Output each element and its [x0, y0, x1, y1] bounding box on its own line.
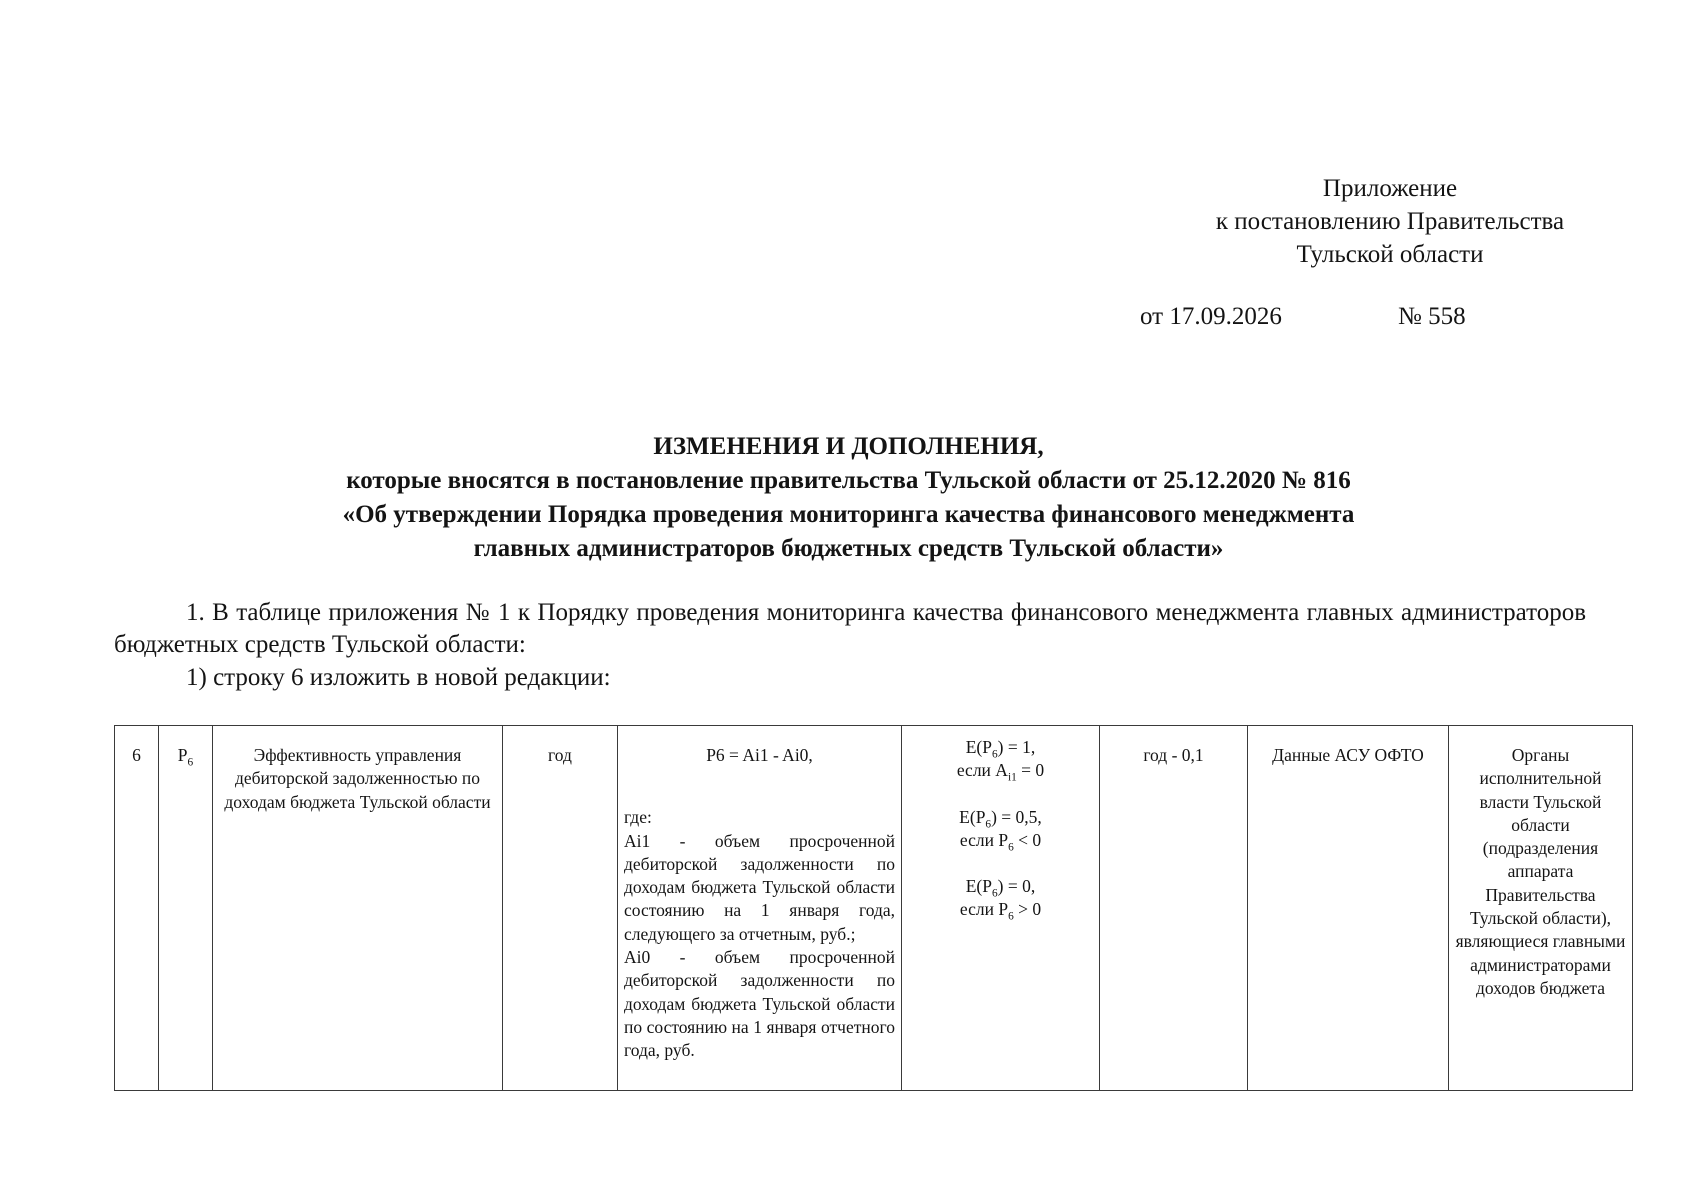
- paragraph-2: 1) строку 6 изложить в новой редакции:: [186, 664, 611, 691]
- period: год: [548, 745, 572, 765]
- appendix-block: [1150, 172, 1630, 271]
- eval-cond-3: если $P_6 > 0$: [959, 899, 1042, 923]
- responsible-bodies: Органы исполнительной власти Тульской области (подразделения аппарата Правительства Тульской области), являющиеся главными администраторами доходов бюджета: [1455, 745, 1626, 998]
- formula-where: где:: [624, 807, 652, 828]
- row-number: 6: [132, 745, 141, 765]
- heading-subtitle: которые вносятся в постановление правительства Тульской области от 25.12.2020 № 816: [346, 467, 1351, 494]
- cell-evaluation: [902, 726, 1100, 1091]
- eval-value-3: $E(P_6) = 0$,: [965, 876, 1036, 900]
- indicator-name: Эффективность управления дебиторской задолженностью по доходам бюджета Тульской области: [224, 745, 491, 812]
- formula-explanation: [624, 806, 895, 1062]
- formula-ai1: Ai1 - объем просроченной дебиторской задолженности по доходам бюджета Тульской области состоянию на 1 января года, следующего за отчетным, руб.;: [624, 830, 895, 944]
- formula-main: P6 = Ai1 - Ai0,: [706, 745, 813, 765]
- eval-cond-2: если $P_6 < 0$: [959, 829, 1042, 854]
- resolution-dateline: [1140, 303, 1560, 337]
- formula-ai0: Ai0 - объем просроченной дебиторской задолженности по доходам бюджета Тульской области по состоянию на 1 января отчетного года, руб.: [624, 947, 895, 1061]
- cell-row-number: [115, 726, 159, 1091]
- heading-resolution-name-line1: «Об утверждении Порядка проведения мониторинга качества финансового менеджмента: [342, 501, 1355, 528]
- indicator-code: $P_6$: [177, 745, 194, 769]
- paragraph-1: 1. В таблице приложения № 1 к Порядку проведения мониторинга качества финансового менеджмента главных администраторов бюджетных средств Тульской области:: [114, 599, 1586, 658]
- data-source: Данные АСУ ОФТО: [1272, 745, 1424, 765]
- document-heading: [100, 430, 1597, 566]
- appendix-line-region: Тульской области: [1296, 241, 1484, 268]
- cell-code: [159, 726, 213, 1091]
- cell-source: [1248, 726, 1449, 1091]
- appendix-title: Приложение: [1322, 175, 1458, 202]
- resolution-number: № 558: [1398, 303, 1466, 330]
- cell-formula: [618, 726, 902, 1091]
- cell-indicator: [213, 726, 503, 1091]
- heading-title: ИЗМЕНЕНИЯ И ДОПОЛНЕНИЯ,: [653, 433, 1044, 460]
- eval-value-2: $E(P_6) = 0,5$,: [959, 806, 1042, 831]
- cell-weight: [1100, 726, 1248, 1091]
- eval-value-1: $E(P_6) = 1$,: [965, 737, 1036, 761]
- weight: год - 0,1: [1143, 745, 1204, 765]
- cell-period: [503, 726, 618, 1091]
- heading-resolution-name-line2: главных администраторов бюджетных средств Тульской области»: [473, 535, 1224, 562]
- cell-responsible: [1449, 726, 1633, 1091]
- table-row: [115, 726, 1633, 1091]
- criteria-table: [114, 725, 1633, 1091]
- resolution-date: от 17.09.2026: [1140, 303, 1282, 330]
- appendix-line-resolution: к постановлению Правительства: [1215, 208, 1565, 235]
- eval-cond-1: если $A_{i1} = 0$: [956, 760, 1045, 784]
